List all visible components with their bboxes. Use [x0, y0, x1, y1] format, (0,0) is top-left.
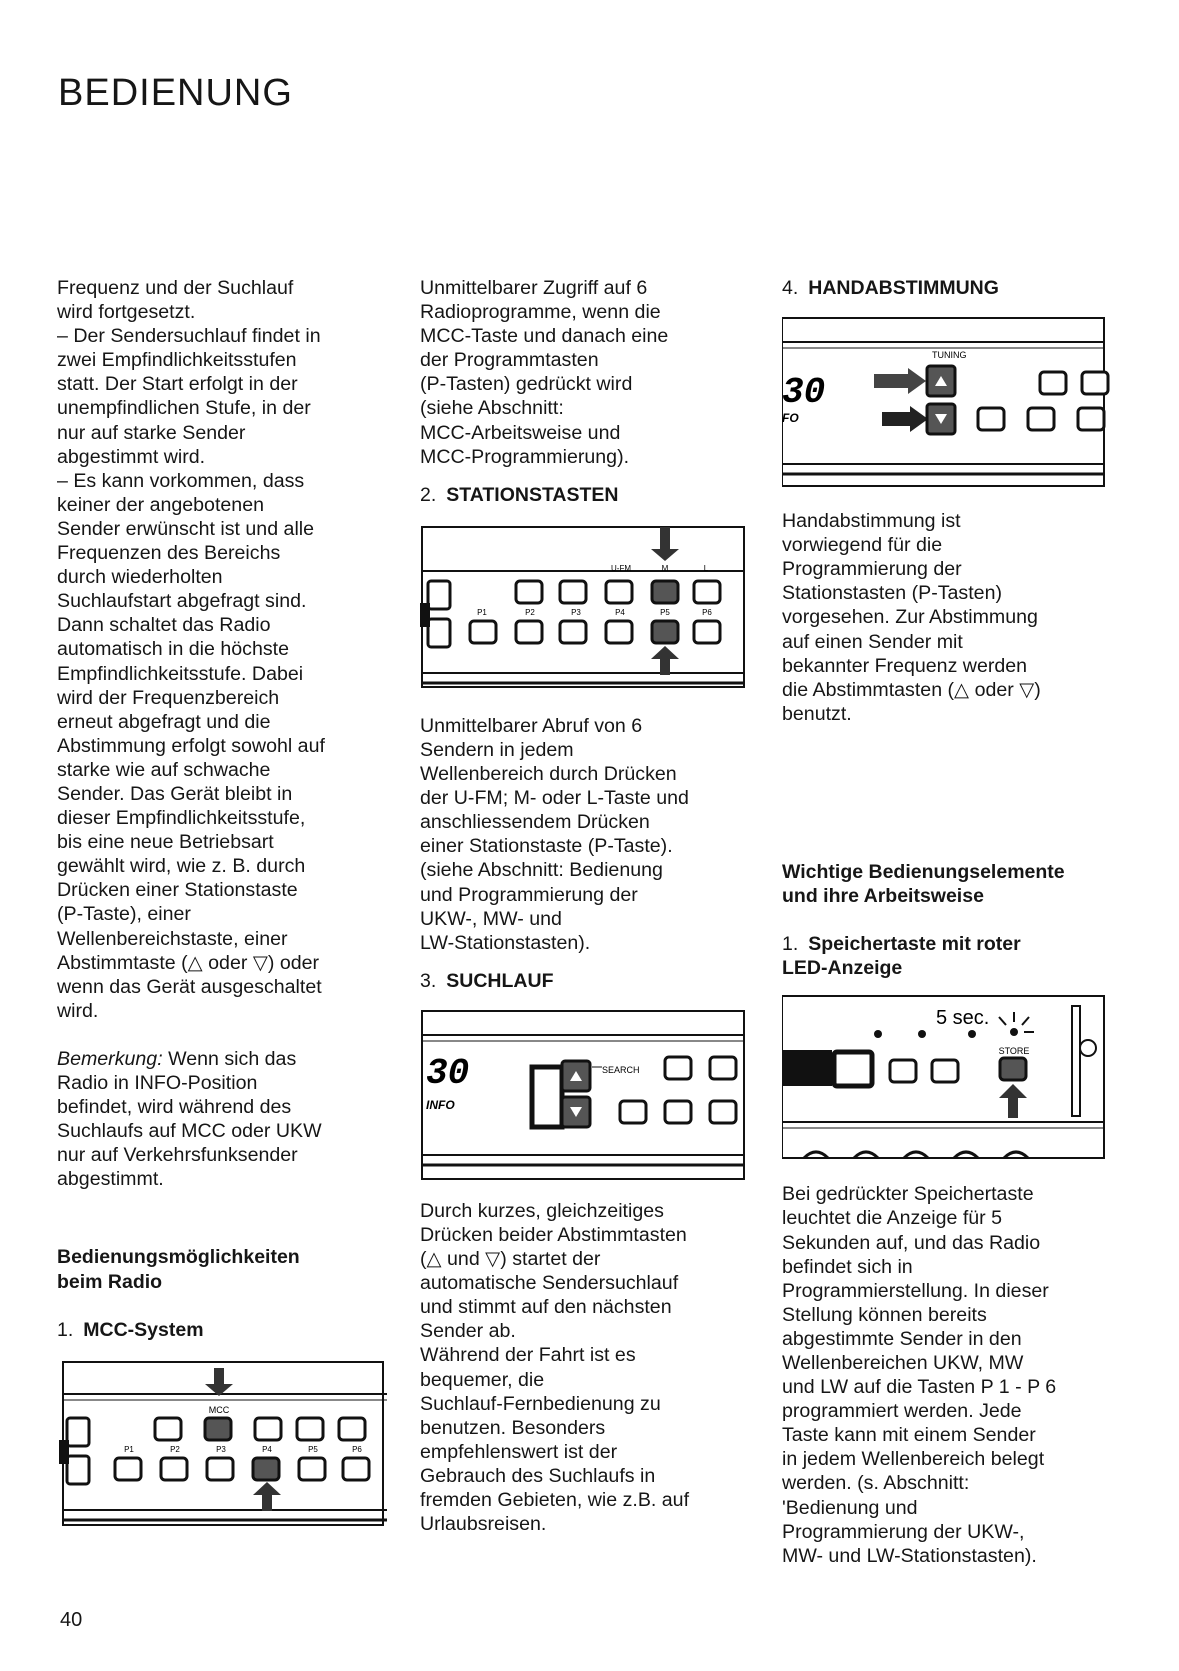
- heading-text: SUCHLAUF: [446, 969, 554, 992]
- text-line: nur auf Verkehrsfunksender: [57, 1144, 298, 1167]
- text-line: Stationstasten (P-Tasten): [782, 582, 1002, 605]
- text-line: die Abstimmtasten (△ oder ▽): [782, 678, 1041, 701]
- text-line: MCC-Taste und danach eine: [420, 325, 669, 348]
- heading-number: 2.: [420, 483, 437, 506]
- text-line: vorgesehen. Zur Abstimmung: [782, 606, 1038, 629]
- mcc-figure: [57, 1360, 392, 1530]
- text-line: vorwiegend für die: [782, 534, 943, 557]
- text-line: bekannter Frequenz werden: [782, 654, 1028, 677]
- text-line: nur auf starke Sender: [57, 421, 246, 444]
- text-line: programmiert werden. Jede: [782, 1400, 1022, 1423]
- text-line: Suchlaufs auf MCC oder UKW: [57, 1120, 322, 1143]
- text-line: Durch kurzes, gleichzeitiges: [420, 1199, 664, 1222]
- heading-line: Wichtige Bedienungselemente: [782, 860, 1065, 883]
- text-line: (P-Taste), einer: [57, 903, 191, 926]
- text-line: werden. (s. Abschnitt:: [782, 1472, 970, 1495]
- text-line: (siehe Abschnitt:: [420, 397, 564, 420]
- display-frequency: 30: [426, 1052, 470, 1094]
- store-heading-line2: LED-Anzeige: [782, 957, 903, 980]
- col1-body: [57, 276, 387, 1023]
- heading-line: beim Radio: [57, 1270, 163, 1293]
- section-heading: [57, 1245, 387, 1293]
- text-line: Stellung können bereits: [782, 1303, 987, 1326]
- text-line: (P-Tasten) gedrückt wird: [420, 373, 633, 396]
- text-line: abgestimmt wird.: [57, 445, 206, 468]
- remark-label: Bemerkung:: [57, 1047, 163, 1070]
- text-line: Programmierung der UKW-,: [782, 1520, 1025, 1543]
- text-line: dieser Empfindlichkeitsstufe,: [57, 807, 306, 830]
- store-figure: [782, 992, 1112, 1164]
- preset-label: P5: [660, 607, 670, 617]
- hand-heading: [782, 276, 1122, 300]
- search-heading: [420, 969, 760, 993]
- station-heading: [420, 483, 760, 507]
- text-line: Empfindlichkeitsstufe. Dabei: [57, 662, 304, 685]
- text-line: Suchlauf-Fernbedienung zu: [420, 1392, 661, 1415]
- text-line: Radio in INFO-Position: [57, 1072, 258, 1094]
- text-line: Abstimmung erfolgt sowohl auf: [57, 734, 325, 757]
- text-line: Suchlaufstart abgefragt sind.: [57, 590, 307, 613]
- text-line: und stimmt auf den nächsten: [420, 1296, 672, 1319]
- text-line: Frequenz und der Suchlauf: [57, 277, 294, 299]
- station-text: [420, 714, 760, 955]
- store-label: STORE: [998, 1046, 1030, 1057]
- search-text: [420, 1199, 760, 1536]
- store-text: [782, 1182, 1122, 1568]
- text-line: 'Bedienung und: [782, 1496, 918, 1519]
- preset-label: P1: [477, 607, 487, 617]
- preset-label: P3: [571, 607, 581, 617]
- text-line: der U-FM; M- oder L-Taste und: [420, 787, 689, 810]
- text-line: Handabstimmung ist: [782, 510, 961, 533]
- text-line: Wellenbereich durch Drücken: [420, 763, 677, 786]
- display-frequency: 30: [782, 372, 826, 414]
- remark-text: Wenn sich das: [162, 1047, 297, 1070]
- text-line: Dann schaltet das Radio: [57, 614, 271, 637]
- text-line: Programmierung der: [782, 558, 962, 581]
- text-line: bequemer, die: [420, 1368, 545, 1391]
- text-line: benutzt.: [782, 702, 852, 725]
- text-line: automatische Sendersuchlauf: [420, 1272, 679, 1295]
- page-title: BEDIENUNG: [58, 72, 293, 114]
- remark-line: [57, 1047, 387, 1071]
- text-line: befindet sich in: [782, 1255, 913, 1278]
- text-line: Während der Fahrt ist es: [420, 1344, 636, 1367]
- text-line: wenn das Gerät ausgeschaltet: [57, 975, 322, 998]
- text-line: automatisch in die höchste: [57, 638, 289, 661]
- text-line: wird.: [57, 999, 99, 1022]
- text-line: abgestimmt.: [57, 1168, 164, 1191]
- band-label: U-FM: [611, 563, 631, 573]
- station-keys-figure: [420, 521, 755, 696]
- preset-label: P3: [216, 1444, 226, 1454]
- display-info: FO: [782, 411, 799, 426]
- text-line: Unmittelbarer Abruf von 6: [420, 714, 643, 737]
- preset-label: P2: [170, 1444, 180, 1454]
- text-line: Sender. Das Gerät bleibt in: [57, 782, 293, 805]
- preset-label: P5: [308, 1444, 318, 1454]
- text-line: (siehe Abschnitt: Bedienung: [420, 859, 663, 882]
- text-line: starke wie auf schwache: [57, 758, 271, 781]
- text-line: LW-Stationstasten).: [420, 931, 591, 954]
- search-figure: [420, 1005, 755, 1185]
- text-line: Sendern in jedem: [420, 738, 574, 761]
- text-line: bis eine neue Betriebsart: [57, 831, 274, 854]
- preset-label: P1: [124, 1444, 134, 1454]
- heading-number: 4.: [782, 277, 799, 299]
- text-line: Sender ab.: [420, 1320, 516, 1343]
- column-1: [57, 276, 387, 1530]
- store-heading: [782, 932, 1122, 956]
- text-line: keiner der angebotenen: [57, 493, 264, 516]
- text-line: Gebrauch des Suchlaufs in: [420, 1464, 656, 1487]
- preset-label: P6: [352, 1444, 362, 1454]
- heading-number: 1.: [57, 1318, 74, 1341]
- mcc-label: MCC: [208, 1404, 230, 1415]
- text-line: gewählt wird, wie z. B. durch: [57, 855, 306, 878]
- band-label: L: [703, 563, 709, 573]
- text-line: abgestimmte Sender in den: [782, 1327, 1022, 1350]
- text-line: der Programmtasten: [420, 349, 599, 372]
- text-line: befindet, wird während des: [57, 1096, 292, 1119]
- text-line: Urlaubsreisen.: [420, 1513, 547, 1536]
- text-line: (△ und ▽) startet der: [420, 1248, 601, 1271]
- page-number: 40: [60, 1609, 83, 1631]
- text-line: und LW auf die Tasten P 1 - P 6: [782, 1376, 1057, 1399]
- text-line: MCC-Programmierung).: [420, 445, 630, 468]
- text-line: Bei gedrückter Speichertaste: [782, 1183, 1034, 1206]
- preset-label: P4: [262, 1444, 272, 1454]
- hand-text: [782, 509, 1122, 726]
- heading-line: und ihre Arbeitsweise: [782, 885, 984, 908]
- text-line: empfehlenswert ist der: [420, 1440, 618, 1463]
- text-line: auf einen Sender mit: [782, 630, 963, 653]
- text-line: Abstimmtaste (△ oder ▽) oder: [57, 951, 320, 974]
- tuning-figure: [782, 316, 1112, 491]
- display-info: INFO: [426, 1097, 455, 1112]
- store-time-label: 5 sec.: [936, 1007, 990, 1030]
- text-line: statt. Der Start erfolgt in der: [57, 373, 298, 396]
- heading-text: HANDABSTIMMUNG: [808, 277, 999, 299]
- text-line: MW- und LW-Stationstasten).: [782, 1544, 1037, 1567]
- text-line: Wellenbereichen UKW, MW: [782, 1351, 1024, 1374]
- heading-number: 1.: [782, 933, 799, 956]
- text-line: wird fortgesetzt.: [57, 301, 196, 324]
- text-line: Wellenbereichstaste, einer: [57, 927, 288, 950]
- text-line: anschliessendem Drücken: [420, 811, 650, 834]
- text-line: und Programmierung der: [420, 883, 638, 906]
- band-label: M: [661, 563, 669, 573]
- text-line: UKW-, MW- und: [420, 907, 562, 930]
- text-line: Radioprogramme, wenn die: [420, 301, 661, 324]
- text-line: – Es kann vorkommen, dass: [57, 469, 305, 492]
- text-line: erneut abgefragt und die: [57, 710, 271, 733]
- text-line: einer Stationstaste (P-Taste).: [420, 835, 673, 858]
- text-line: wird der Frequenzbereich: [57, 686, 280, 709]
- text-line: Sender erwünscht ist und alle: [57, 517, 315, 540]
- mcc-heading: [57, 1318, 387, 1342]
- text-line: unempfindlichen Stufe, in der: [57, 397, 311, 420]
- tuning-label: TUNING: [932, 350, 967, 361]
- heading-line: Bedienungsmöglichkeiten: [57, 1246, 300, 1269]
- text-line: benutzen. Besonders: [420, 1416, 606, 1439]
- text-line: Unmittelbarer Zugriff auf 6: [420, 277, 648, 299]
- text-line: in jedem Wellenbereich belegt: [782, 1448, 1045, 1471]
- heading-text: Speichertaste mit roter: [808, 933, 1021, 956]
- heading-number: 3.: [420, 969, 437, 992]
- text-line: Sekunden auf, und das Radio: [782, 1231, 1041, 1254]
- column-3: [782, 276, 1122, 1568]
- text-line: zwei Empfindlichkeitsstufen: [57, 349, 297, 372]
- search-label: SEARCH: [602, 1064, 640, 1075]
- text-line: durch wiederholten: [57, 566, 223, 589]
- preset-label: P6: [702, 607, 712, 617]
- heading-text: MCC-System: [83, 1318, 204, 1341]
- text-line: Drücken einer Stationstaste: [57, 879, 298, 902]
- text-line: – Der Sendersuchlauf findet in: [57, 325, 321, 348]
- text-line: fremden Gebieten, wie z.B. auf: [420, 1489, 690, 1511]
- text-line: MCC-Arbeitsweise und: [420, 421, 621, 444]
- column-2: [420, 276, 760, 1536]
- text-line: leuchtet die Anzeige für 5: [782, 1207, 1003, 1230]
- text-line: Frequenzen des Bereichs: [57, 542, 281, 565]
- text-line: Programmierstellung. In dieser: [782, 1279, 1049, 1302]
- preset-label: P4: [615, 607, 625, 617]
- heading-text: STATIONSTASTEN: [446, 483, 619, 506]
- preset-label: P2: [525, 607, 535, 617]
- text-line: Taste kann mit einem Sender: [782, 1424, 1036, 1447]
- text-line: Drücken beider Abstimmtasten: [420, 1223, 687, 1246]
- important-heading: [782, 860, 1122, 908]
